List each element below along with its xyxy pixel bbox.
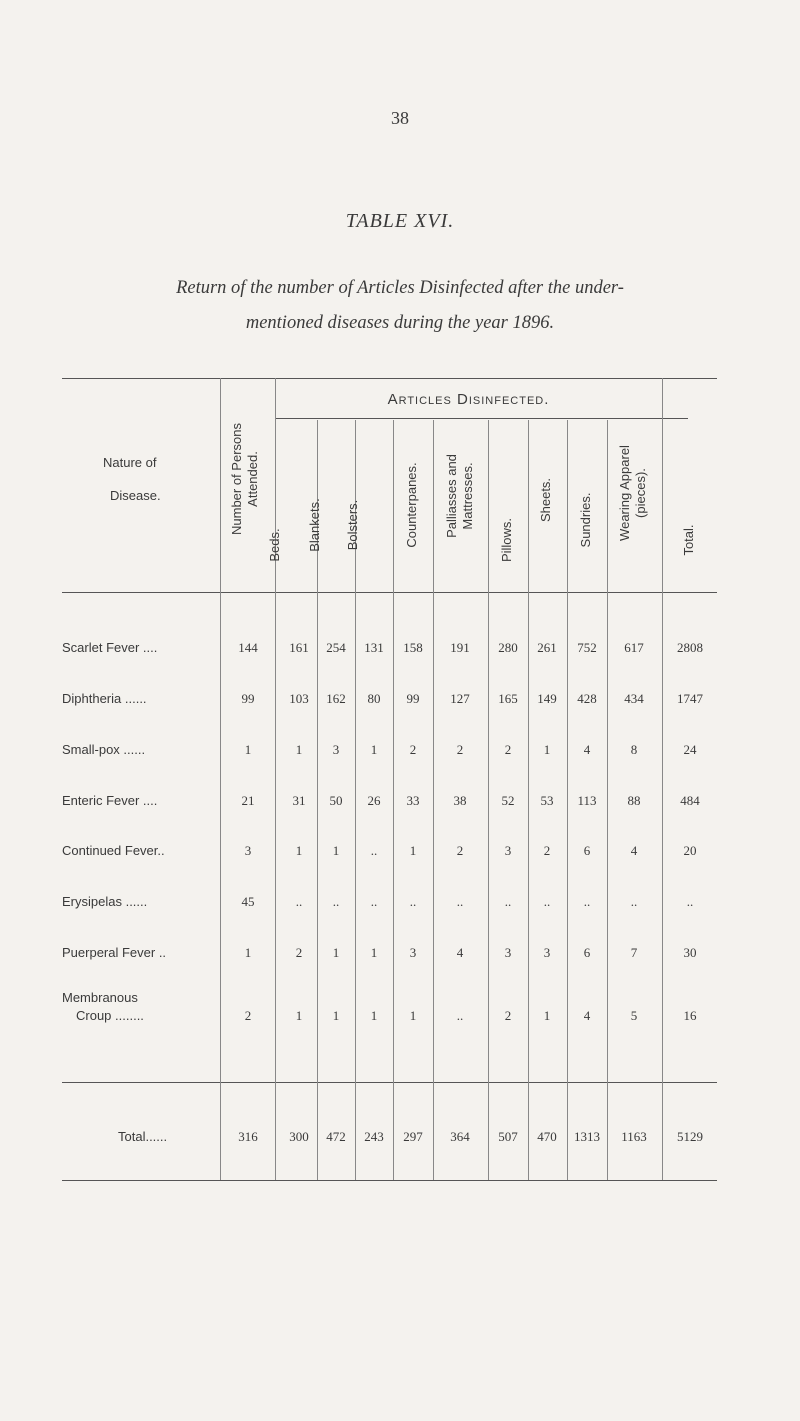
table-cell: 50	[329, 793, 343, 808]
table-cell: 1	[295, 843, 303, 858]
header-persons-line-1: Number of Persons	[229, 423, 244, 535]
table-cell: ..	[370, 894, 378, 909]
header-blankets: Blankets.	[307, 498, 322, 552]
table-cell: 254	[326, 640, 346, 655]
table-cell: 8	[630, 742, 638, 757]
table-cell: 3	[504, 843, 512, 858]
table-cell: 3	[504, 945, 512, 960]
table-cell: 1	[332, 945, 340, 960]
table-cell: 470	[537, 1129, 557, 1144]
table-cell: 162	[326, 691, 346, 706]
table-cell: 2	[456, 843, 464, 858]
header-sheets: Sheets.	[538, 477, 553, 523]
row-label: Diphtheria ......	[62, 691, 147, 706]
header-nature-line-1: Nature of	[103, 455, 157, 470]
table-cell: 507	[498, 1129, 518, 1144]
table-cell: 484	[680, 793, 700, 808]
table-cell: 26	[367, 793, 381, 808]
col-sep	[662, 378, 663, 1180]
table-cell: 1	[543, 1008, 551, 1023]
page-number: 38	[391, 108, 409, 128]
table-cell: ..	[686, 894, 694, 909]
header-articles-group: Articles Disinfected.	[387, 391, 550, 408]
table-cell: 103	[289, 691, 309, 706]
table-cell: ..	[583, 894, 591, 909]
table-cell: 53	[540, 793, 554, 808]
table-cell: 297	[403, 1129, 423, 1144]
table-cell: 4	[630, 843, 638, 858]
table-cell: ..	[409, 894, 417, 909]
table-cell: 4	[583, 742, 591, 757]
table-cell: 1	[244, 945, 252, 960]
table-cell: 243	[364, 1129, 384, 1144]
table-cell: 99	[241, 691, 255, 706]
table-cell: 45	[241, 894, 255, 909]
table-cell: 6	[583, 945, 591, 960]
table-cell: ..	[370, 843, 378, 858]
header-wearing-line-2: (pieces).	[633, 468, 648, 518]
table-cell: 88	[627, 793, 641, 808]
table-cell: 24	[683, 742, 697, 757]
header-total: Total.	[681, 524, 696, 556]
table-cell: 144	[238, 640, 258, 655]
table-cell: 1	[370, 1008, 378, 1023]
row-label: Scarlet Fever ....	[62, 640, 158, 655]
table-cell: 280	[498, 640, 518, 655]
table-cell: ..	[295, 894, 303, 909]
table-cell: 428	[577, 691, 597, 706]
table-cell: 617	[624, 640, 644, 655]
table-cell: 1	[332, 843, 340, 858]
table-cell: 7	[630, 945, 638, 960]
table-cell: 2	[504, 742, 512, 757]
table-cell: 2	[543, 843, 551, 858]
header-persons	[229, 389, 265, 569]
table-title: TABLE XVI.	[345, 210, 455, 232]
articles-group-rule	[275, 418, 688, 419]
table-cell: 316	[238, 1129, 258, 1144]
table-cell: 261	[537, 640, 557, 655]
table-cell: 20	[683, 843, 697, 858]
table-cell: 2	[295, 945, 303, 960]
table-cell: 2	[244, 1008, 252, 1023]
table-cell: 52	[501, 793, 515, 808]
table-cell: 30	[683, 945, 697, 960]
table-cell: 161	[289, 640, 309, 655]
table-cell: 3	[332, 742, 340, 757]
header-bolsters: Bolsters.	[345, 499, 360, 551]
table-cell: 1	[409, 843, 417, 858]
table-cell: 5	[630, 1008, 638, 1023]
table-cell: 191	[450, 640, 470, 655]
table-cell: ..	[332, 894, 340, 909]
table-cell: 80	[367, 691, 381, 706]
row-label: Continued Fever..	[62, 843, 165, 858]
table-cell: 113	[577, 793, 597, 808]
table-cell: ..	[504, 894, 512, 909]
table-top-rule	[62, 378, 717, 379]
table-cell: 1313	[574, 1129, 600, 1144]
row-label: Small-pox ......	[62, 742, 146, 757]
col-sep	[220, 378, 221, 1180]
table-cell: 5129	[677, 1129, 703, 1144]
table-cell: 2808	[677, 640, 703, 655]
table-cell: 1	[244, 742, 252, 757]
row-label: Puerperal Fever ..	[62, 945, 167, 960]
table-cell: 149	[537, 691, 557, 706]
table-cell: ..	[456, 1008, 464, 1023]
header-wearing-apparel	[617, 433, 653, 553]
table-cell: 1747	[677, 691, 703, 706]
table-cell: 31	[292, 793, 306, 808]
table-cell: 158	[403, 640, 423, 655]
row-label-line-2: Croup ........	[76, 1008, 144, 1023]
table-cell: 33	[406, 793, 420, 808]
table-cell: 3	[409, 945, 417, 960]
table-cell: 131	[364, 640, 384, 655]
table-cell: 364	[450, 1129, 470, 1144]
table-cell: 1	[543, 742, 551, 757]
header-persons-line-2: Attended.	[245, 451, 260, 507]
caption-line-1: Return of the number of Articles Disinfected after the under-	[176, 278, 624, 298]
header-palliasses-line-1: Palliasses and	[444, 454, 459, 538]
table-cell: 4	[456, 945, 464, 960]
table-cell: ..	[630, 894, 638, 909]
header-sundries: Sundries.	[578, 492, 593, 548]
table-cell: 16	[683, 1008, 697, 1023]
header-nature-line-2: Disease.	[110, 488, 161, 503]
table-bottom-rule	[62, 1180, 717, 1181]
table-cell: 4	[583, 1008, 591, 1023]
table-cell: 165	[498, 691, 518, 706]
row-label-line-1: Membranous	[62, 990, 138, 1005]
header-counterpanes: Counterpanes.	[404, 462, 419, 548]
table-cell: 1163	[621, 1129, 647, 1144]
table-cell: ..	[543, 894, 551, 909]
table-cell: 21	[241, 793, 255, 808]
col-sep	[275, 378, 276, 1180]
header-pillows: Pillows.	[499, 517, 514, 563]
table-cell: 2	[409, 742, 417, 757]
header-palliasses-line-2: Mattresses.	[460, 462, 475, 530]
table-cell: 300	[289, 1129, 309, 1144]
header-bottom-rule	[62, 592, 717, 593]
table-cell: 99	[406, 691, 420, 706]
table-cell: 434	[624, 691, 644, 706]
table-cell: 127	[450, 691, 470, 706]
table-cell: 1	[332, 1008, 340, 1023]
header-beds: Beds.	[267, 528, 282, 562]
table-cell: 1	[409, 1008, 417, 1023]
table-cell: 1	[370, 742, 378, 757]
header-palliasses	[444, 434, 480, 558]
table-cell: 2	[456, 742, 464, 757]
table-cell: 2	[504, 1008, 512, 1023]
row-label: Erysipelas ......	[62, 894, 148, 909]
table-cell: 472	[326, 1129, 346, 1144]
header-wearing-line-1: Wearing Apparel	[617, 445, 632, 541]
table-cell: 752	[577, 640, 597, 655]
table-cell: 1	[295, 742, 303, 757]
body-bottom-rule	[62, 1082, 717, 1083]
caption-line-2: mentioned diseases during the year 1896.	[245, 313, 555, 333]
table-cell: 38	[453, 793, 467, 808]
table-cell: 1	[370, 945, 378, 960]
table-cell: 3	[543, 945, 551, 960]
table-cell: ..	[456, 894, 464, 909]
table-cell: 1	[295, 1008, 303, 1023]
table-cell: 3	[244, 843, 252, 858]
total-row-label: Total......	[118, 1129, 168, 1144]
row-label: Enteric Fever ....	[62, 793, 158, 808]
table-cell: 6	[583, 843, 591, 858]
